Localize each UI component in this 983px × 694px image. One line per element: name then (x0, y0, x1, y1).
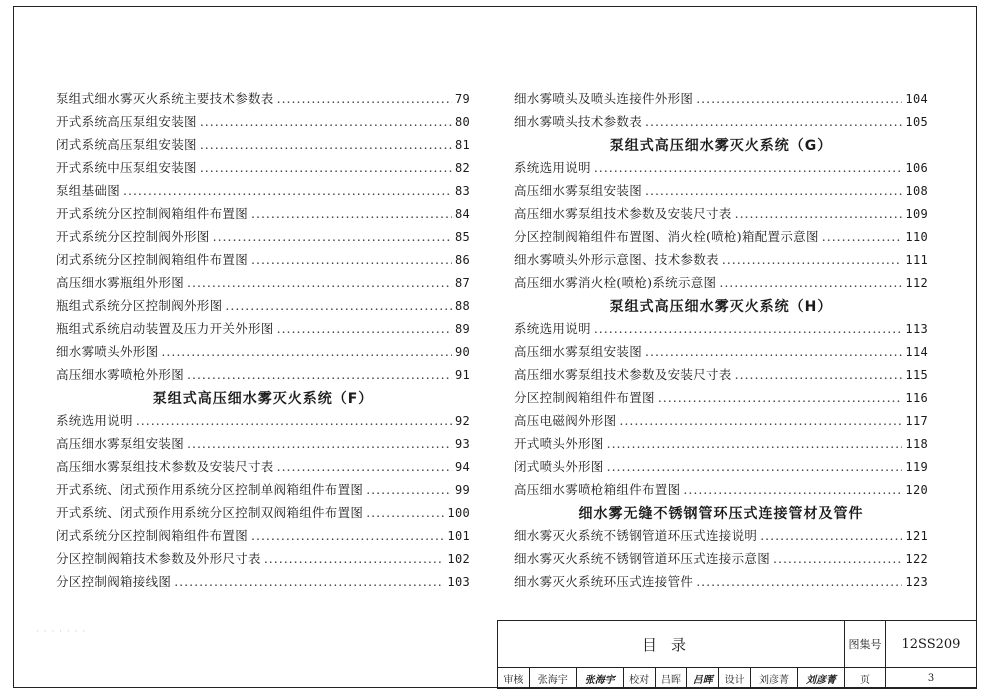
toc-entry (514, 342, 928, 365)
toc-entry-title: 高压细水雾喷枪外形图 (56, 367, 185, 382)
toc-entry-title: 开式系统、闭式预作用系统分区控制单阀箱组件布置图 (56, 482, 364, 497)
toc-leader-dots (760, 528, 902, 543)
toc-entry-page: 105 (905, 115, 928, 129)
toc-leader-dots (251, 252, 452, 267)
toc-entry (56, 273, 470, 296)
toc-leader-dots (683, 482, 902, 497)
toc-right-column (514, 89, 928, 595)
toc-entry-page: 121 (905, 529, 928, 543)
toc-leader-dots (277, 321, 452, 336)
toc-leader-dots (200, 137, 452, 152)
designer-signature: 刘彦菁 (797, 668, 844, 689)
toc-entry-title: 高压细水雾泵组安装图 (514, 183, 643, 198)
toc-entry-title: 高压细水雾泵组技术参数及安装尺寸表 (514, 367, 732, 382)
toc-entry-page: 118 (905, 437, 928, 451)
toc-entry-title: 闭式系统分区控制阀箱组件布置图 (56, 528, 249, 543)
toc-entry-title: 细水雾灭火系统不锈钢管道环压式连接示意图 (514, 551, 771, 566)
toc-entry-title: 闭式系统高压泵组安装图 (56, 137, 197, 152)
toc-entry (56, 549, 470, 572)
checker-signature: 吕晖 (687, 668, 719, 689)
faint-scan-marks: · · · · · · · (36, 627, 87, 637)
check-label: 校对 (623, 668, 655, 689)
toc-entry-title: 开式喷头外形图 (514, 436, 604, 451)
toc-list-left (56, 89, 470, 388)
toc-entry (56, 250, 470, 273)
toc-entry-page: 111 (905, 253, 928, 267)
toc-entry-page: 109 (905, 207, 928, 221)
toc-entry (56, 227, 470, 250)
toc-entry-title: 瓶组式系统启动装置及压力开关外形图 (56, 321, 274, 336)
toc-list-h (514, 319, 928, 503)
toc-entry-page: 122 (905, 552, 928, 566)
toc-entry-page: 101 (447, 529, 470, 543)
toc-entry-title: 细水雾喷头外形示意图、技术参数表 (514, 252, 719, 267)
toc-entry (514, 158, 928, 181)
toc-entry-page: 102 (447, 552, 470, 566)
toc-entry (514, 273, 928, 296)
toc-entry-title: 闭式系统分区控制阀箱组件布置图 (56, 252, 249, 267)
toc-entry (56, 181, 470, 204)
toc-entry-title: 细水雾喷头外形图 (56, 344, 159, 359)
toc-entry (514, 457, 928, 480)
toc-entry-page: 83 (454, 184, 470, 198)
toc-entry-page: 86 (454, 253, 470, 267)
title-block (497, 620, 977, 689)
toc-entry-title: 高压细水雾消火栓(喷枪)系统示意图 (514, 275, 717, 290)
toc-leader-dots (619, 413, 902, 428)
toc-leader-dots (696, 91, 902, 106)
toc-entry-page: 103 (447, 575, 470, 589)
toc-left-column (56, 89, 470, 595)
toc-entry-title: 开式系统分区控制阀外形图 (56, 229, 210, 244)
page-label: 页 (845, 668, 886, 689)
toc-entry (514, 572, 928, 595)
toc-entry-title: 泵组式细水雾灭火系统主要技术参数表 (56, 91, 274, 106)
toc-entry (514, 181, 928, 204)
section-heading-g: 泵组式高压细水雾灭火系统（G） (609, 138, 833, 154)
toc-entry-page: 84 (454, 207, 470, 221)
toc-entry-page: 99 (454, 483, 470, 497)
atlas-number-label: 图集号 (845, 621, 886, 668)
toc-leader-dots (251, 528, 444, 543)
toc-entry-title: 分区控制阀箱技术参数及外形尺寸表 (56, 551, 261, 566)
toc-entry (514, 250, 928, 273)
toc-entry (514, 319, 928, 342)
toc-entry-page: 90 (454, 345, 470, 359)
toc-entry-page: 100 (447, 506, 470, 520)
toc-entry (514, 480, 928, 503)
toc-leader-dots (645, 183, 902, 198)
toc-entry-title: 高压细水雾泵组技术参数及安装尺寸表 (514, 206, 732, 221)
toc-entry-page: 119 (905, 460, 928, 474)
toc-entry-title: 开式系统高压泵组安装图 (56, 114, 197, 129)
toc-entry-title: 细水雾灭火系统环压式连接管件 (514, 574, 694, 589)
toc-entry-page: 85 (454, 230, 470, 244)
toc-entry-page: 116 (905, 391, 928, 405)
toc-entry (514, 89, 928, 112)
toc-entry (56, 112, 470, 135)
toc-entry-title: 系统选用说明 (56, 413, 133, 428)
toc-leader-dots (719, 275, 902, 290)
toc-entry (514, 411, 928, 434)
toc-entry-page: 123 (905, 575, 928, 589)
toc-entry-title: 分区控制阀箱组件布置图、消火栓(喷枪)箱配置示意图 (514, 229, 819, 244)
toc-list-f (56, 411, 470, 595)
toc-entry (514, 434, 928, 457)
toc-entry-title: 分区控制阀箱接线图 (56, 574, 172, 589)
toc-leader-dots (594, 321, 903, 336)
toc-entry (56, 526, 470, 549)
toc-entry-page: 92 (454, 414, 470, 428)
design-label: 设计 (719, 668, 751, 689)
toc-entry (514, 388, 928, 411)
toc-leader-dots (658, 390, 903, 405)
toc-leader-dots (123, 183, 452, 198)
toc-entry-page: 110 (905, 230, 928, 244)
toc-entry (56, 296, 470, 319)
toc-leader-dots (213, 229, 452, 244)
section-heading-pipe: 细水雾无缝不锈钢管环压式连接管材及管件 (578, 506, 864, 522)
toc-entry-page: 108 (905, 184, 928, 198)
toc-entry (56, 503, 470, 526)
toc-leader-dots (645, 344, 902, 359)
toc-entry (56, 480, 470, 503)
toc-leader-dots (174, 574, 444, 589)
designer-name: 刘彦菁 (751, 668, 798, 689)
toc-entry-title: 高压细水雾喷枪箱组件布置图 (514, 482, 681, 497)
toc-entry-page: 113 (905, 322, 928, 336)
toc-entry-title: 泵组基础图 (56, 183, 121, 198)
atlas-number: 12SS209 (886, 621, 977, 668)
toc-leader-dots (773, 551, 902, 566)
toc-entry-page: 89 (454, 322, 470, 336)
toc-leader-dots (251, 206, 452, 221)
toc-leader-dots (822, 229, 903, 244)
toc-leader-dots (200, 160, 452, 175)
toc-entry-page: 106 (905, 161, 928, 175)
toc-list-g (514, 158, 928, 296)
toc-leader-dots (735, 367, 903, 382)
toc-entry (56, 411, 470, 434)
toc-entry-title: 系统选用说明 (514, 160, 591, 175)
toc-entry (514, 112, 928, 135)
toc-leader-dots (136, 413, 452, 428)
toc-entry-page: 117 (905, 414, 928, 428)
toc-entry (56, 135, 470, 158)
toc-entry-page: 82 (454, 161, 470, 175)
reviewer-signature: 张海宇 (576, 668, 623, 689)
toc-leader-dots (735, 206, 903, 221)
toc-entry-page: 93 (454, 437, 470, 451)
toc-leader-dots (161, 344, 452, 359)
toc-entry (56, 204, 470, 227)
toc-leader-dots (607, 436, 903, 451)
toc-entry (514, 549, 928, 572)
toc-list-right-top (514, 89, 928, 135)
toc-entry (56, 572, 470, 595)
toc-entry-page: 120 (905, 483, 928, 497)
toc-leader-dots (187, 275, 452, 290)
toc-entry-title: 系统选用说明 (514, 321, 591, 336)
section-heading-h: 泵组式高压细水雾灭火系统（H） (609, 299, 833, 315)
toc-entry-title: 开式系统分区控制阀箱组件布置图 (56, 206, 249, 221)
toc-entry-page: 88 (454, 299, 470, 313)
toc-entry-page: 115 (905, 368, 928, 382)
toc-leader-dots (200, 114, 452, 129)
toc-leader-dots (594, 160, 903, 175)
toc-entry-title: 细水雾灭火系统不锈钢管道环压式连接说明 (514, 528, 758, 543)
toc-leader-dots (187, 436, 452, 451)
toc-entry-title: 开式系统中压泵组安装图 (56, 160, 197, 175)
page-number: 3 (886, 668, 977, 689)
toc-entry (56, 434, 470, 457)
toc-entry (514, 204, 928, 227)
toc-leader-dots (366, 505, 444, 520)
toc-leader-dots (696, 574, 902, 589)
toc-entry-title: 闭式喷头外形图 (514, 459, 604, 474)
toc-entry (56, 365, 470, 388)
toc-leader-dots (722, 252, 903, 267)
toc-entry-page: 91 (454, 368, 470, 382)
toc-list-pipe (514, 526, 928, 595)
checker-name: 吕晖 (655, 668, 687, 689)
toc-entry-title: 高压电磁阀外形图 (514, 413, 617, 428)
toc-entry-title: 开式系统、闭式预作用系统分区控制双阀箱组件布置图 (56, 505, 364, 520)
toc-leader-dots (277, 91, 452, 106)
toc-entry-page: 114 (905, 345, 928, 359)
toc-leader-dots (607, 459, 903, 474)
review-label: 审核 (498, 668, 530, 689)
toc-entry-page: 81 (454, 138, 470, 152)
section-heading-f: 泵组式高压细水雾灭火系统（F） (152, 391, 374, 407)
toc-entry-title: 分区控制阀箱组件布置图 (514, 390, 655, 405)
toc-leader-dots (366, 482, 452, 497)
toc-leader-dots (225, 298, 452, 313)
toc-leader-dots (264, 551, 445, 566)
toc-entry (56, 457, 470, 480)
toc-entry (514, 227, 928, 250)
toc-entry-page: 80 (454, 115, 470, 129)
toc-entry (56, 319, 470, 342)
toc-entry-page: 87 (454, 276, 470, 290)
reviewer-name: 张海宇 (529, 668, 576, 689)
toc-entry-page: 94 (454, 460, 470, 474)
toc-entry-page: 104 (905, 92, 928, 106)
toc-entry-title: 细水雾喷头及喷头连接件外形图 (514, 91, 694, 106)
toc-entry-title: 高压细水雾泵组安装图 (514, 344, 643, 359)
toc-entry-page: 79 (454, 92, 470, 106)
toc-entry-page: 112 (905, 276, 928, 290)
toc-entry (514, 526, 928, 549)
toc-entry (56, 89, 470, 112)
toc-entry-title: 高压细水雾泵组安装图 (56, 436, 185, 451)
toc-entry-title: 高压细水雾瓶组外形图 (56, 275, 185, 290)
toc-leader-dots (645, 114, 902, 129)
toc-leader-dots (187, 367, 452, 382)
toc-entry (56, 342, 470, 365)
title-block-title: 目录 (498, 621, 845, 668)
toc-entry-title: 细水雾喷头技术参数表 (514, 114, 643, 129)
toc-leader-dots (277, 459, 452, 474)
toc-entry-title: 瓶组式系统分区控制阀外形图 (56, 298, 223, 313)
toc-entry (514, 365, 928, 388)
toc-entry (56, 158, 470, 181)
toc-entry-title: 高压细水雾泵组技术参数及安装尺寸表 (56, 459, 274, 474)
